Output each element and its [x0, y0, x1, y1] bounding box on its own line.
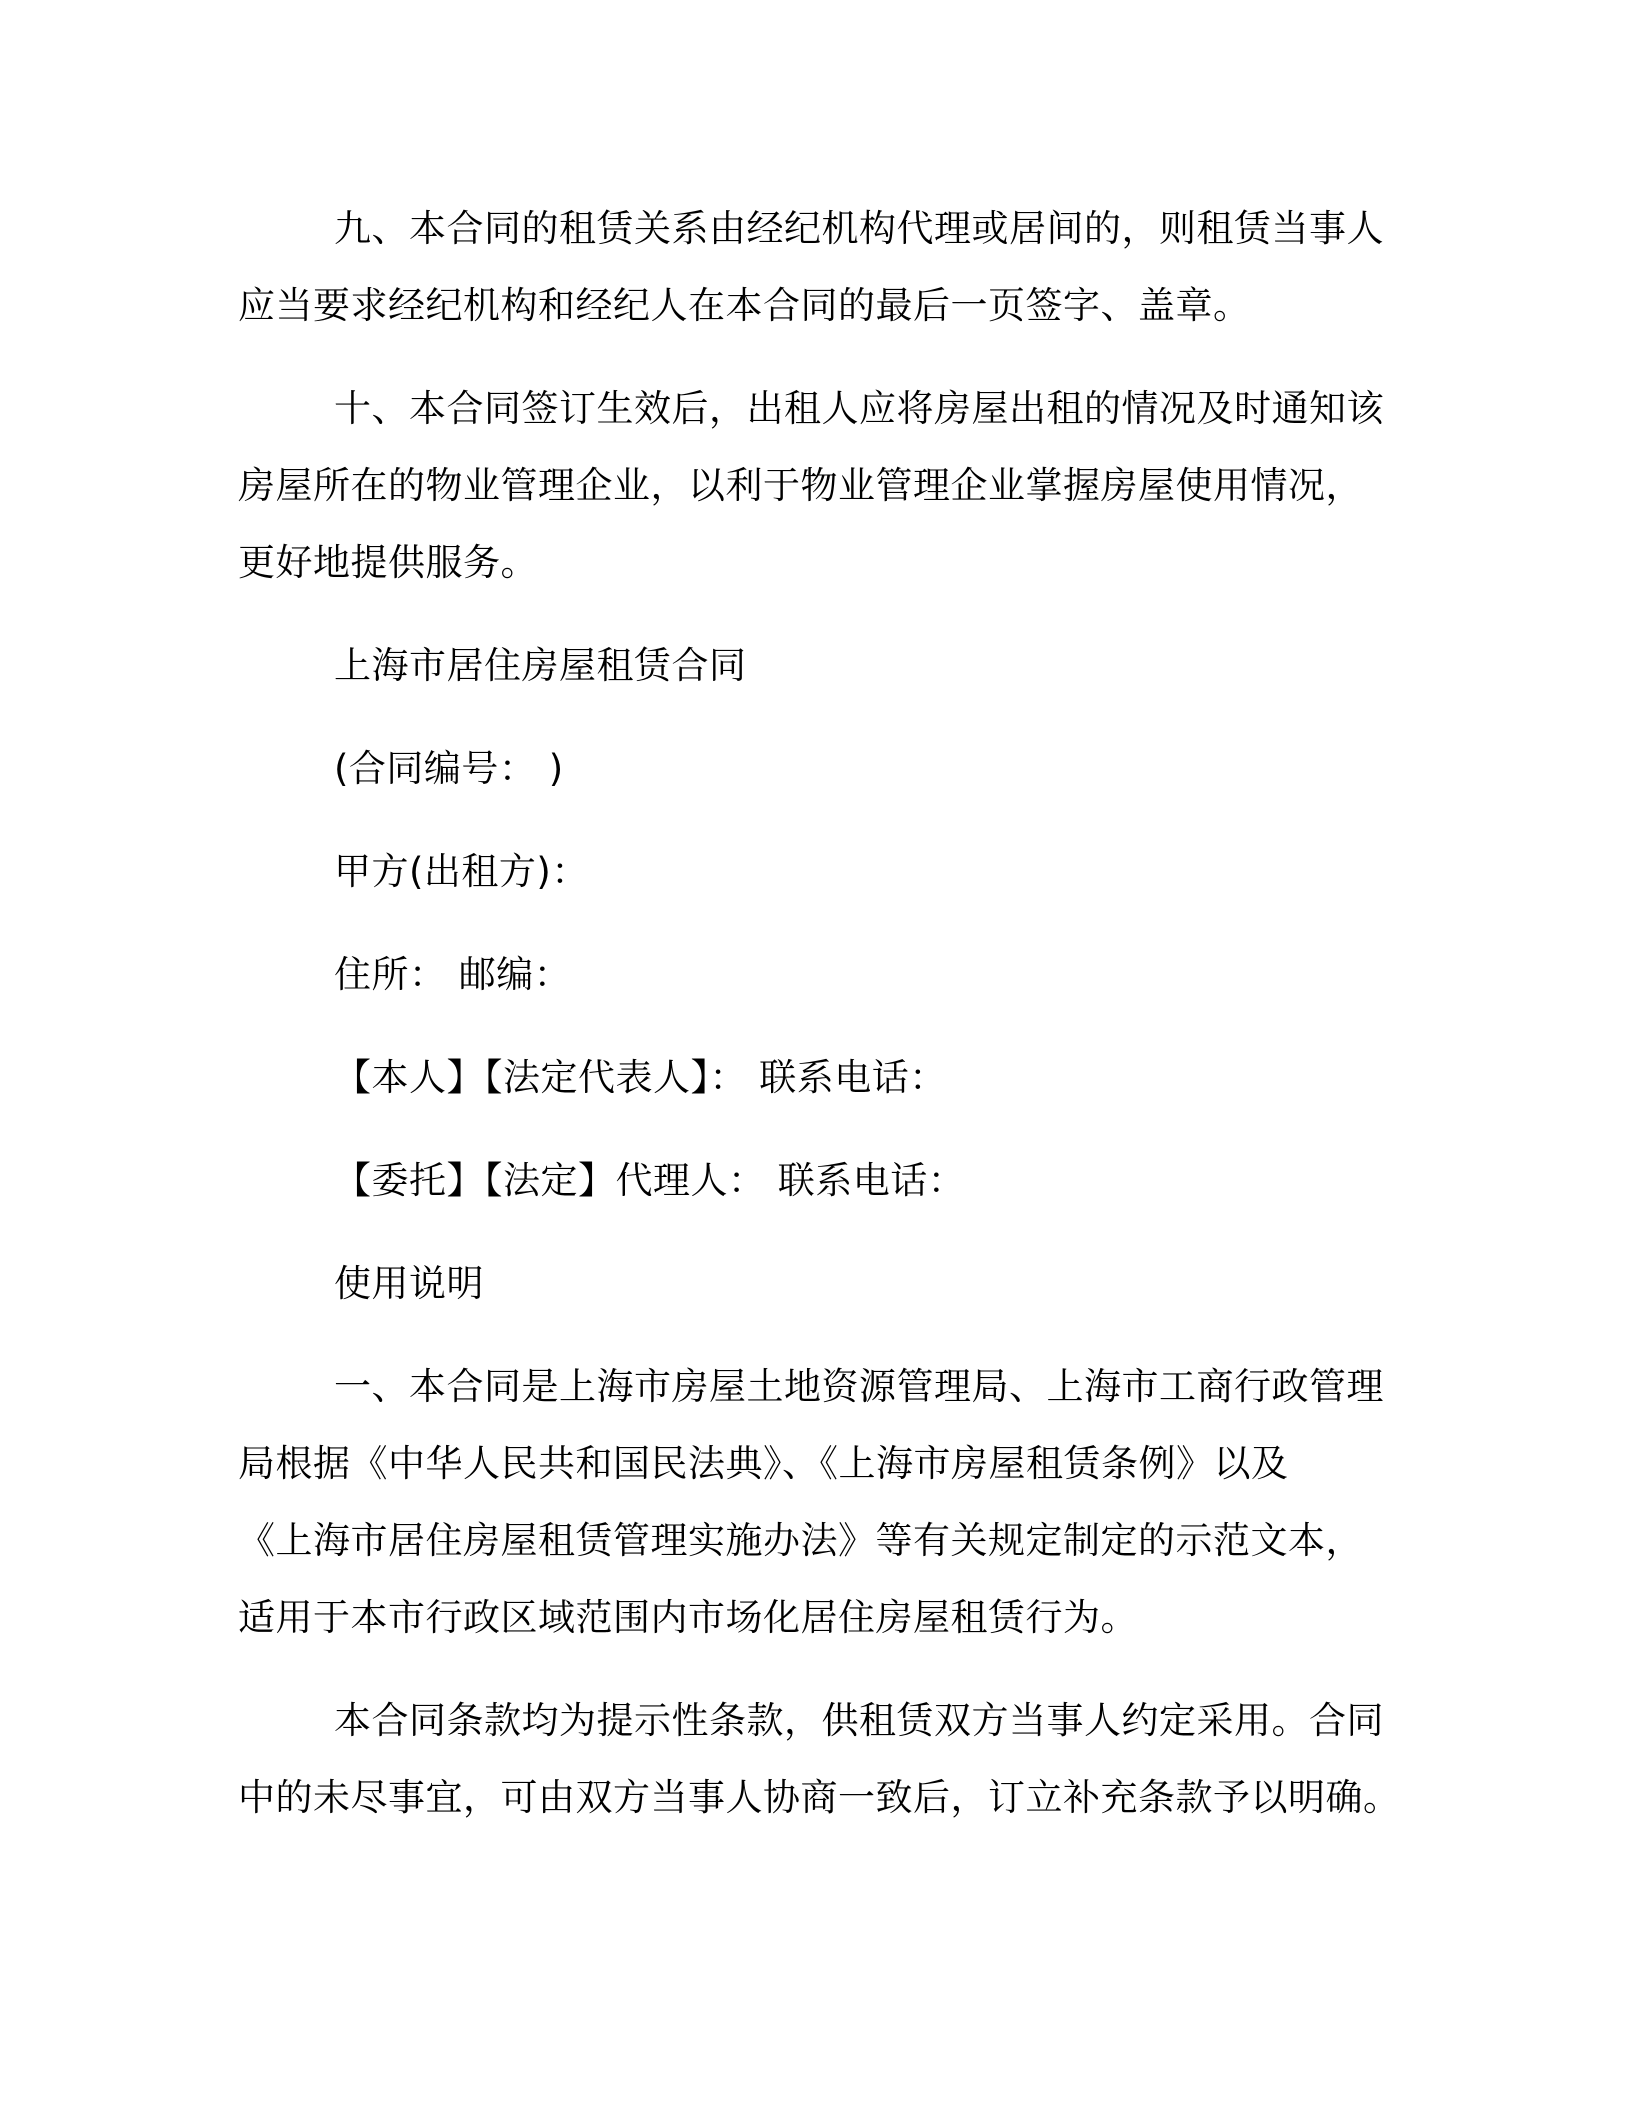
text-line: 上海市居住房屋租赁合同	[334, 644, 747, 687]
contract-number	[238, 730, 1378, 807]
usage-1-paragraph	[238, 1348, 1384, 1656]
text-line: 九、本合同的租赁关系由经纪机构代理或居间的，则租赁当事人	[334, 207, 1384, 250]
text-line: 住所： 邮编：	[334, 953, 572, 996]
text-line: 本合同条款均为提示性条款，供租赁双方当事人约定采用。合同	[334, 1699, 1384, 1742]
text-line: 甲方(出租方)：	[334, 850, 589, 893]
text-line: 【委托】【法定】代理人： 联系电话：	[334, 1159, 966, 1202]
text-line: 《上海市居住房屋租赁管理实施办法》等有关规定制定的示范文本，	[238, 1519, 1363, 1562]
agent-label	[238, 1142, 1378, 1219]
usage-2-paragraph	[238, 1682, 1401, 1836]
address-label	[238, 936, 1378, 1013]
text-line: 应当要求经纪机构和经纪人在本合同的最后一页签字、盖章。	[238, 284, 1251, 327]
representative-label	[238, 1039, 1378, 1116]
text-line: 房屋所在的物业管理企业，以利于物业管理企业掌握房屋使用情况，	[238, 464, 1363, 507]
usage-heading	[238, 1245, 1378, 1322]
text-line: 【本人】【法定代表人】： 联系电话：	[334, 1056, 947, 1099]
contract-title	[238, 627, 1378, 704]
text-line: 中的未尽事宜，可由双方当事人协商一致后，订立补充条款予以明确。	[238, 1776, 1401, 1819]
text-line: 局根据《中华人民共和国民法典》、《上海市房屋租赁条例》以及	[238, 1442, 1289, 1485]
text-line: 更好地提供服务。	[238, 541, 538, 584]
document-body	[238, 190, 1401, 1862]
text-line: 十、本合同签订生效后，出租人应将房屋出租的情况及时通知该	[334, 387, 1384, 430]
text-line: (合同编号： )	[334, 747, 564, 790]
text-line: 一、本合同是上海市房屋土地资源管理局、上海市工商行政管理	[334, 1365, 1384, 1408]
clause-10-paragraph	[238, 370, 1384, 601]
text-line: 使用说明	[334, 1262, 484, 1305]
text-line: 适用于本市行政区域范围内市场化居住房屋租赁行为。	[238, 1596, 1138, 1639]
clause-9-paragraph	[238, 190, 1384, 344]
party-a-label	[238, 833, 1378, 910]
